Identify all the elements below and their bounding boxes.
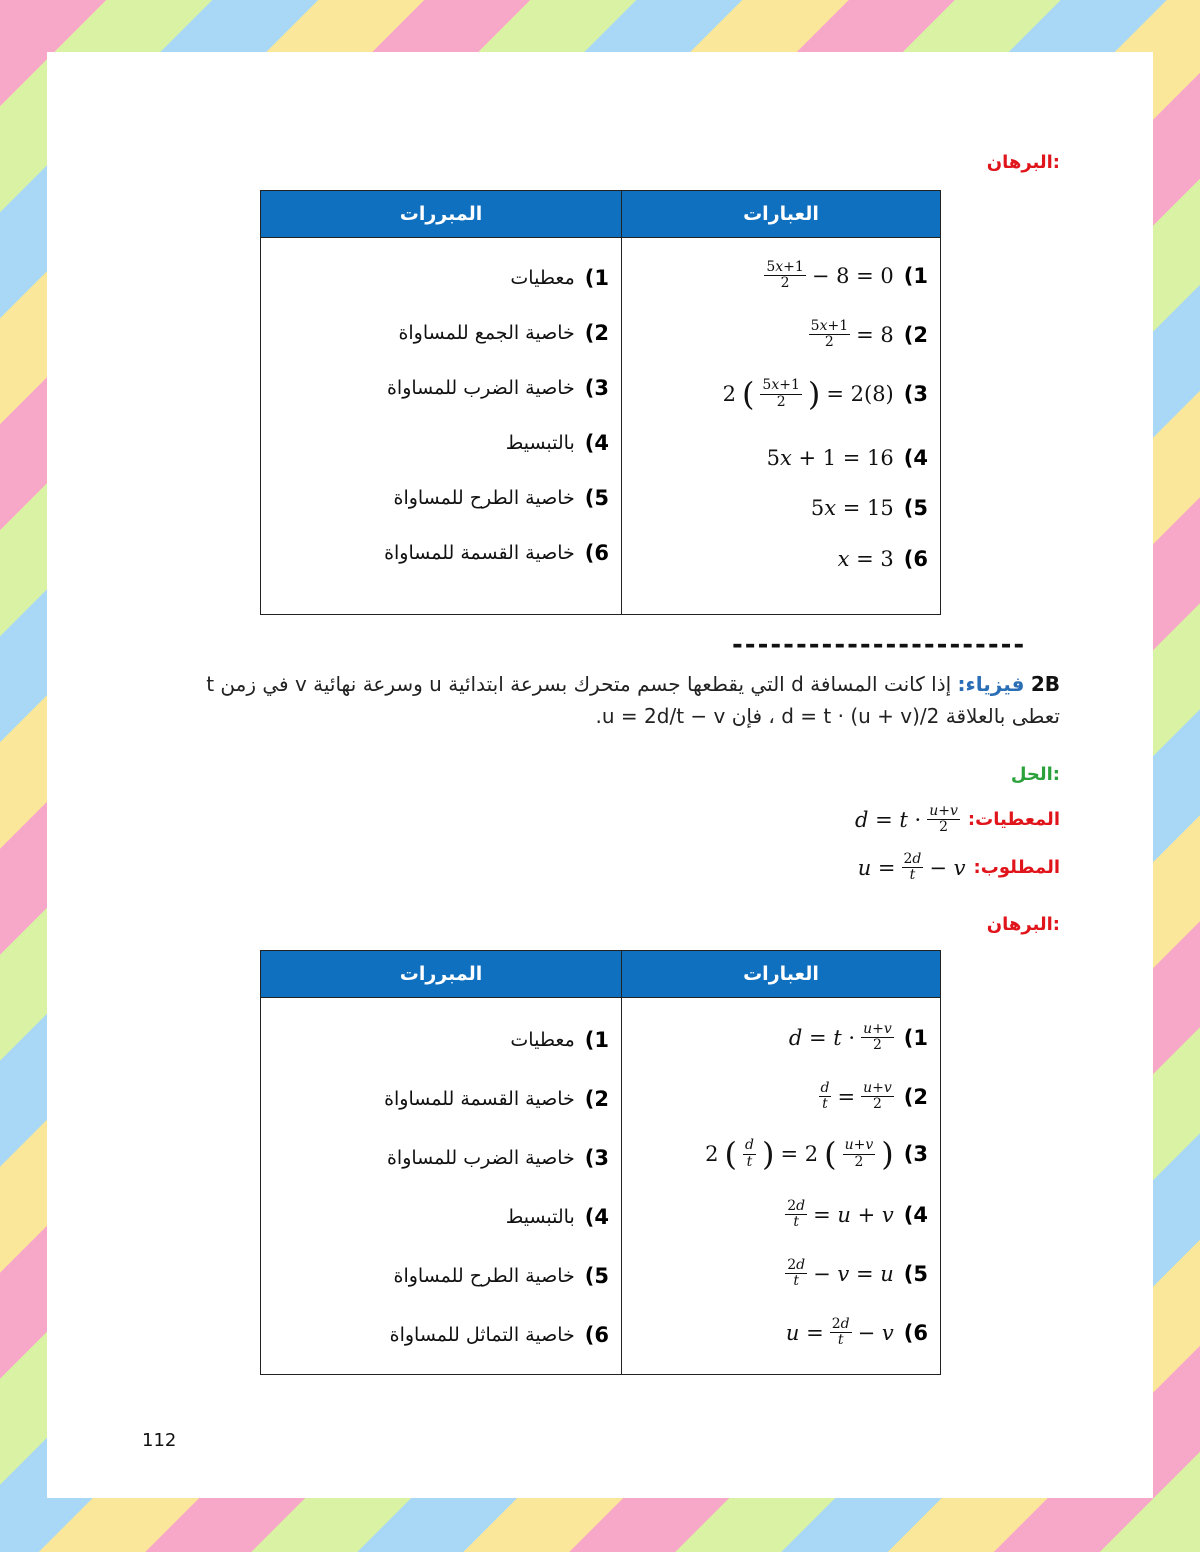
given-formula: d = t · $\frac{u+v}{2}$ (855, 803, 958, 836)
section-divider: ----------------------- (732, 630, 1027, 660)
proof2-table (260, 950, 941, 1375)
proof2-statement-row: 2) $\frac{d}{t}$ = $\frac{u+v}{2}$ (820, 1080, 928, 1113)
proof2-statements-column (622, 998, 940, 1374)
proof2-reason-row: 1) معطيات (510, 1028, 609, 1052)
proof1-reasons-column (261, 238, 621, 614)
proof2-statement-row: 6) u = $\frac{2d}{t}$ − v (785, 1316, 928, 1349)
proof1-statement-row: 6) x = 3 (837, 547, 928, 571)
proof1-statements-header: العبارات (622, 191, 941, 238)
problem-text-line2: تعطى بالعلاقة d = t · (u + v)/2 ، فإن u = 2d/t − v. (595, 704, 1060, 728)
given-label: المعطيات: (967, 809, 1060, 831)
proof2-statement-3: 2 ( $\frac{d}{t}$ ) = 2 ( $\frac{u+v}{2}$ ) (705, 1135, 894, 1173)
proof1-reasons-header: المبررات (261, 191, 622, 238)
proof2-statement-4: $\frac{2d}{t}$ = u + v (787, 1198, 894, 1231)
proof1-heading: البرهان: (986, 152, 1060, 173)
proof2-reasons-column (261, 998, 621, 1374)
proof2-reason-row: 5) خاصية الطرح للمساواة (393, 1264, 609, 1288)
proof1-reason-row: 1) معطيات (510, 266, 609, 290)
given-line (855, 804, 1060, 836)
page-number: 112 (142, 1430, 177, 1451)
proof2-reason-row: 3) خاصية الضرب للمساواة (386, 1146, 609, 1170)
required-label: المطلوب: (973, 857, 1060, 879)
proof1-reason-row: 4) بالتبسيط (505, 431, 609, 455)
required-formula: u = $\frac{2d}{t}$ − v (857, 851, 966, 884)
proof1-reason-row: 6) خاصية القسمة للمساواة (384, 541, 609, 565)
problem-text-line1: إذا كانت المسافة d التي يقطعها جسم متحرك بسرعة ابتدائية u وسرعة نهائية v في زمن t (206, 672, 952, 696)
problem-statement (100, 668, 1060, 732)
proof2-reason-row: 6) خاصية التماثل للمساواة (389, 1323, 609, 1347)
solution-heading: الحل: (1010, 764, 1060, 785)
proof1-statement-2: $\frac{5x+1}{2}$ = 8 (810, 318, 894, 351)
proof1-statement-3: 2 ( $\frac{5x+1}{2}$ ) = 2(8) (722, 375, 894, 413)
proof1-reason-row: 2) خاصية الجمع للمساواة (398, 321, 609, 345)
proof1-statement-6: x = 3 (837, 547, 894, 571)
proof1-statement-1: $\frac{5x+1}{2}$ − 8 = 0 (766, 259, 894, 292)
proof1-statement-5: 5x = 15 (810, 496, 894, 520)
proof1-statement-row: 4) 5x + 1 = 16 (766, 446, 928, 470)
proof2-statement-row: 4) $\frac{2d}{t}$ = u + v (787, 1198, 928, 1231)
proof2-statement-5: $\frac{2d}{t}$ − v = u (787, 1257, 894, 1290)
proof2-reason-row: 2) خاصية القسمة للمساواة (384, 1087, 609, 1111)
proof1-statements-column (622, 238, 940, 614)
proof1-statement-4: 5x + 1 = 16 (766, 446, 894, 470)
proof1-statement-row: 5) 5x = 15 (810, 496, 928, 520)
proof2-statement-row: 5) $\frac{2d}{t}$ − v = u (787, 1257, 928, 1290)
required-line (858, 852, 1060, 884)
page-sheet (47, 52, 1153, 1498)
proof2-reasons-header: المبررات (261, 951, 622, 998)
proof2-statements-header: العبارات (622, 951, 941, 998)
proof2-statement-row: 1) d = t · $\frac{u+v}{2}$ (788, 1021, 928, 1054)
proof2-heading: البرهان: (986, 914, 1060, 935)
proof1-table (260, 190, 941, 615)
problem-tag: فيزياء: (957, 672, 1025, 696)
proof1-reason-row: 3) خاصية الضرب للمساواة (386, 376, 609, 400)
proof2-statement-row: 3) 2 ( $\frac{d}{t}$ ) = 2 ( $\frac{u+v}{2}$ ) (705, 1135, 928, 1173)
proof2-statement-1: d = t · $\frac{u+v}{2}$ (788, 1021, 892, 1054)
proof1-reason-row: 5) خاصية الطرح للمساواة (393, 486, 609, 510)
proof2-statement-6: u = $\frac{2d}{t}$ − v (785, 1316, 894, 1349)
proof1-statement-row: 3) 2 ( $\frac{5x+1}{2}$ ) = 2(8) (722, 375, 928, 413)
proof1-statement-row: 2) $\frac{5x+1}{2}$ = 8 (810, 318, 928, 351)
proof2-statement-2: $\frac{d}{t}$ = $\frac{u+v}{2}$ (820, 1080, 892, 1113)
proof2-reason-row: 4) بالتبسيط (505, 1205, 609, 1229)
problem-number: 2B (1030, 672, 1060, 696)
proof1-statement-row: 1) $\frac{5x+1}{2}$ − 8 = 0 (766, 259, 928, 292)
